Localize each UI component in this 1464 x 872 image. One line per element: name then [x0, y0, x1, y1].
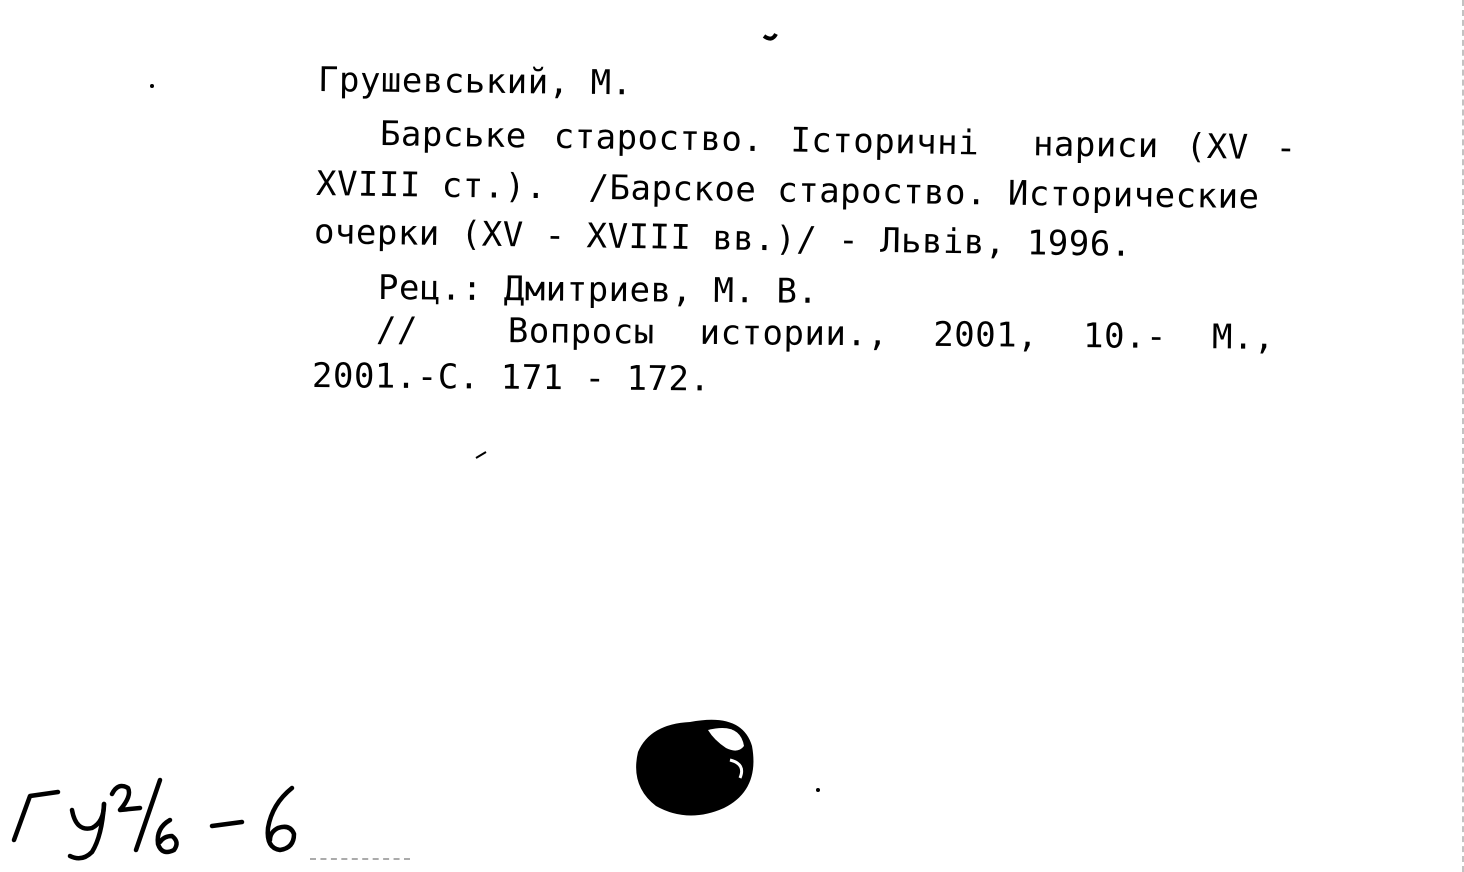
title-line-2: XVIII ст.). /Барское староство. Исторические	[315, 164, 1260, 218]
right-edge-mark	[1456, 0, 1464, 872]
review-line: Рец.: Дмитриев, М. В.	[377, 268, 819, 312]
source-line-1: // Вопросы истории., 2001, 10.- М.,	[375, 310, 1276, 358]
bottom-edge-mark	[310, 858, 410, 860]
source-line-2: 2001.-С. 171 - 172.	[311, 356, 711, 400]
title-line-1: Барське староство. Історичні нариси (XV -	[379, 114, 1297, 169]
title-line-3: очерки (XV - XVIII вв.)/ - Львів, 1996.	[313, 212, 1133, 265]
author-line: Грушевський, М.	[317, 60, 633, 104]
